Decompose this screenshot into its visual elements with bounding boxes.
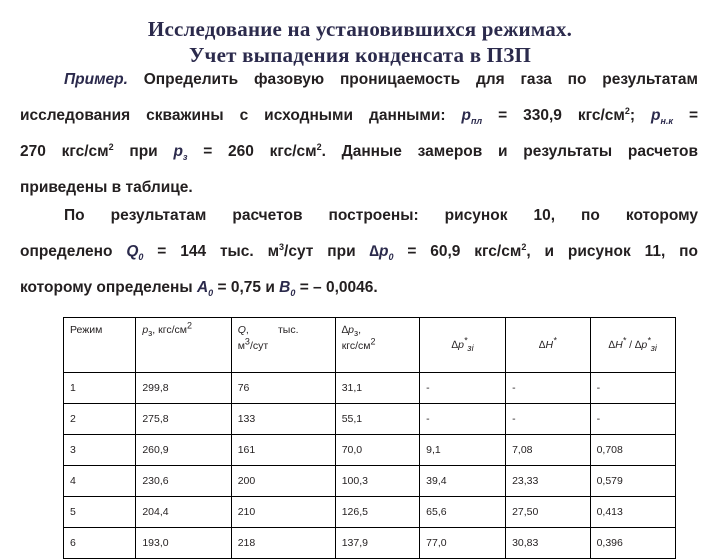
- var-dp0: [369, 243, 394, 263]
- cell-mode: 3: [64, 435, 136, 466]
- cell-q: 210: [231, 497, 335, 528]
- unit: , кгс/см: [152, 324, 187, 336]
- text: /сут при: [284, 243, 370, 260]
- cell-dp: 126,5: [335, 497, 419, 528]
- cell-pz: 260,9: [136, 435, 231, 466]
- cell-dp: 70,0: [335, 435, 419, 466]
- sup: *: [647, 335, 651, 346]
- cell-mode: 5: [64, 497, 136, 528]
- var: p: [142, 324, 149, 336]
- cell-pz: 230,6: [136, 466, 231, 497]
- cell-q: 76: [231, 373, 335, 404]
- cell-ratio: 0,708: [590, 435, 675, 466]
- cell-ratio: 0,396: [590, 528, 675, 559]
- var: B: [279, 279, 291, 296]
- paragraph2-line2: [20, 234, 698, 270]
- results-paragraph: [20, 198, 698, 306]
- var-p-pl: [461, 107, 483, 127]
- table-row: [64, 373, 676, 404]
- cell-q: 161: [231, 435, 335, 466]
- text: = 330,9 кгс/см: [482, 107, 625, 124]
- sup: 2: [521, 241, 527, 252]
- cell-q: 218: [231, 528, 335, 559]
- sup: 3: [279, 241, 285, 252]
- header-pz: [136, 318, 231, 373]
- text: = 260 кгс/см: [187, 143, 317, 160]
- sup: 3: [244, 336, 250, 347]
- paragraph1-line4: приведены в таблице.: [20, 179, 193, 196]
- var: p: [651, 107, 661, 124]
- cell-ratio: -: [590, 373, 675, 404]
- table-row: [64, 497, 676, 528]
- cell-dpz-star: -: [420, 373, 506, 404]
- cell-dpz-star: 65,6: [420, 497, 506, 528]
- var-A0: [196, 279, 214, 299]
- slide-title-line1: Исследование на установившихся режимах.: [147, 17, 573, 41]
- sub: 0: [290, 288, 296, 299]
- cell-dpz-star: 39,4: [420, 466, 506, 497]
- header-dh-star: [506, 318, 590, 373]
- sub: н.к: [660, 116, 673, 127]
- cell-ratio: 0,579: [590, 466, 675, 497]
- comma: ,: [358, 324, 362, 336]
- header-q-line1: [238, 324, 329, 336]
- var: ∆p: [341, 324, 354, 336]
- sup: *: [622, 335, 627, 346]
- text: которому определены: [20, 279, 197, 296]
- sup: 2: [316, 141, 322, 152]
- table-row: [64, 435, 676, 466]
- sub: 0: [138, 252, 144, 263]
- sup: *: [463, 335, 468, 346]
- slash: /: [626, 339, 635, 351]
- paragraph1-line1: [20, 62, 698, 98]
- cell-q: 200: [231, 466, 335, 497]
- sup: *: [553, 335, 557, 346]
- cell-dpz-star: 77,0: [420, 528, 506, 559]
- var: p: [461, 107, 472, 124]
- table-header-row: [64, 318, 676, 373]
- header-dp: [335, 318, 419, 373]
- text: , и рисунок 11, по: [526, 243, 698, 260]
- paragraph2-line3: [20, 270, 698, 306]
- results-table: [63, 317, 676, 559]
- table-row: [64, 466, 676, 497]
- sub: зi: [650, 343, 657, 354]
- header-q: [231, 318, 335, 373]
- example-paragraph: [20, 62, 698, 206]
- var: p: [173, 143, 183, 160]
- cell-dp: 137,9: [335, 528, 419, 559]
- paragraph1-text: Определить фазовую проницаемость для газа по результатам: [127, 71, 698, 88]
- sub: 0: [388, 252, 394, 263]
- var: Q: [126, 243, 139, 260]
- text: = – 0,0046.: [295, 279, 378, 296]
- header-ratio: [590, 318, 675, 373]
- header-dp-line1: [341, 324, 413, 339]
- text: = 0,75 и: [213, 279, 280, 296]
- var: ∆H: [539, 339, 554, 351]
- cell-q: 133: [231, 404, 335, 435]
- text: 270 кгс/см: [20, 143, 109, 160]
- unit: , тыс.: [245, 324, 299, 336]
- text: при: [113, 143, 174, 160]
- sup: 2: [108, 141, 114, 152]
- text: = 144 тыс. м: [143, 243, 280, 260]
- sub: з: [353, 328, 359, 339]
- var: Q: [237, 324, 246, 336]
- cell-pz: 299,8: [136, 373, 231, 404]
- header-dp-line2: [341, 336, 413, 352]
- cell-dpz-star: 9,1: [420, 435, 506, 466]
- cell-mode: 6: [64, 528, 136, 559]
- var-p-nk: [651, 107, 673, 127]
- sup: 2: [186, 320, 192, 331]
- sup: 2: [624, 105, 630, 116]
- sub: з: [148, 328, 153, 339]
- table-row: [64, 528, 676, 559]
- unit: /сут: [249, 340, 269, 352]
- var-Q0: [126, 243, 144, 263]
- cell-dh-star: 30,83: [506, 528, 590, 559]
- cell-dp: 55,1: [335, 404, 419, 435]
- sub: зi: [467, 343, 474, 354]
- var: ∆p: [369, 243, 389, 260]
- var: A: [196, 279, 209, 296]
- cell-dh-star: 7,08: [506, 435, 590, 466]
- header-mode: Режим: [64, 318, 136, 373]
- cell-dh-star: 27,50: [506, 497, 590, 528]
- cell-mode: 1: [64, 373, 136, 404]
- text: ;: [629, 107, 652, 124]
- cell-pz: 275,8: [136, 404, 231, 435]
- sup: 2: [370, 336, 376, 347]
- example-label: Пример.: [64, 71, 128, 88]
- paragraph2-line1: По результатам расчетов построены: рисунок 10, по которому: [64, 207, 698, 224]
- paragraph1-line2: [20, 98, 698, 134]
- slide-title-line2: Учет выпадения конденсата в ПЗП: [188, 43, 532, 67]
- text: = 60,9 кгс/см: [393, 243, 522, 260]
- sub: 0: [208, 288, 214, 299]
- text: исследования скважины с исходными данными:: [20, 107, 462, 124]
- text: . Данные замеров и результаты расчетов: [321, 143, 698, 160]
- cell-ratio: 0,413: [590, 497, 675, 528]
- sub: з: [182, 152, 188, 163]
- cell-ratio: -: [590, 404, 675, 435]
- cell-mode: 2: [64, 404, 136, 435]
- var-B0: [279, 279, 296, 299]
- cell-dh-star: 23,33: [506, 466, 590, 497]
- sub: пл: [471, 116, 483, 127]
- var: ∆p: [634, 339, 648, 351]
- cell-dh-star: -: [506, 404, 590, 435]
- text: =: [672, 107, 698, 124]
- header-dpz-star: [420, 318, 506, 373]
- unit: кгс/см: [341, 340, 371, 352]
- table-row: [64, 404, 676, 435]
- cell-mode: 4: [64, 466, 136, 497]
- cell-pz: 193,0: [136, 528, 231, 559]
- cell-dp: 100,3: [335, 466, 419, 497]
- unit: м: [237, 340, 245, 352]
- var-p-z: [173, 143, 188, 163]
- text: определено: [20, 243, 127, 260]
- var: ∆p: [451, 339, 464, 351]
- cell-pz: 204,4: [136, 497, 231, 528]
- header-q-line2: [237, 336, 329, 352]
- cell-dp: 31,1: [335, 373, 419, 404]
- cell-dpz-star: -: [420, 404, 506, 435]
- table-body: [64, 373, 676, 559]
- paragraph1-line3: [20, 134, 698, 170]
- cell-dh-star: -: [506, 373, 590, 404]
- var: ∆H: [608, 339, 623, 351]
